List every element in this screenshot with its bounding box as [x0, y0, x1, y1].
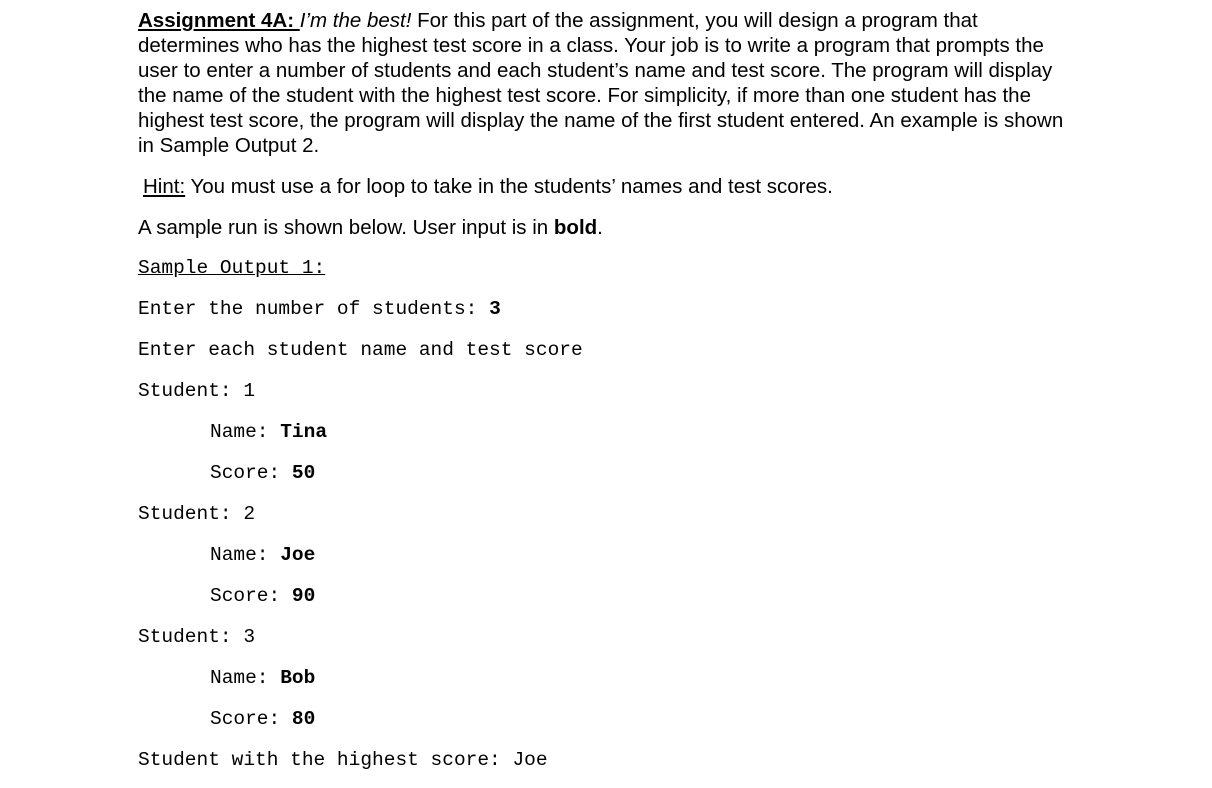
assignment-paragraph [138, 8, 1078, 158]
assignment-subtitle: I’m the best! [299, 9, 412, 32]
assignment-body: For this part of the assignment, you will design a program that determines who has the highest test score in a class. Your job is to write a program that prompts the user to enter a number of students and each student’s name and test score. The program will display the name of the student with the highest test score. For simplicity, if more than one student has the highest test score, the program will display the name of the first student entered. An example is shown in Sample Output 2. [138, 9, 1064, 157]
sample-run-end: . [597, 216, 603, 239]
score-label: Score: [210, 708, 292, 730]
result-text: Student with the highest score: Joe [138, 749, 548, 771]
score-label: Score: [210, 585, 292, 607]
student-label: Student: 1 [138, 380, 256, 402]
sample-run-bold: bold [553, 216, 598, 239]
student-name-input: Tina [280, 421, 328, 443]
student-score-input: 50 [291, 462, 316, 484]
assignment-heading: Assignment 4A: [138, 9, 300, 32]
sample-run-text: A sample run is shown below. User input is in [138, 216, 554, 239]
student-label: Student: 3 [138, 626, 256, 648]
hint-text: You must use a for loop to take in the students’ names and test scores. [185, 175, 833, 198]
score-label: Score: [210, 462, 292, 484]
student-label: Student: 2 [138, 503, 256, 525]
prompt-each: Enter each student name and test score [138, 339, 583, 361]
student-name-input: Joe [280, 544, 316, 566]
name-label: Name: [210, 667, 281, 689]
student-name-line [210, 543, 1078, 568]
student-name-input: Bob [280, 667, 316, 689]
student-score-input: 80 [291, 708, 316, 730]
name-label: Name: [210, 421, 281, 443]
count-input: 3 [489, 298, 501, 320]
student-score-line [210, 707, 1078, 732]
result-line [138, 748, 1078, 773]
student-score-input: 90 [291, 585, 316, 607]
student-label-line [138, 502, 1078, 527]
document-page [138, 8, 1078, 773]
student-score-line [210, 461, 1078, 486]
sample-output-heading-text: Sample Output 1: [138, 257, 326, 279]
prompt-count-line [138, 297, 1078, 322]
prompt-count: Enter the number of students: [138, 298, 490, 320]
hint-label: Hint: [143, 175, 186, 198]
name-label: Name: [210, 544, 281, 566]
prompt-each-line [138, 338, 1078, 363]
student-label-line [138, 625, 1078, 650]
student-score-line [210, 584, 1078, 609]
student-name-line [210, 666, 1078, 691]
hint-paragraph [143, 174, 1078, 199]
student-label-line [138, 379, 1078, 404]
sample-output-heading [138, 256, 1078, 281]
student-name-line [210, 420, 1078, 445]
sample-run-paragraph [138, 215, 1078, 240]
